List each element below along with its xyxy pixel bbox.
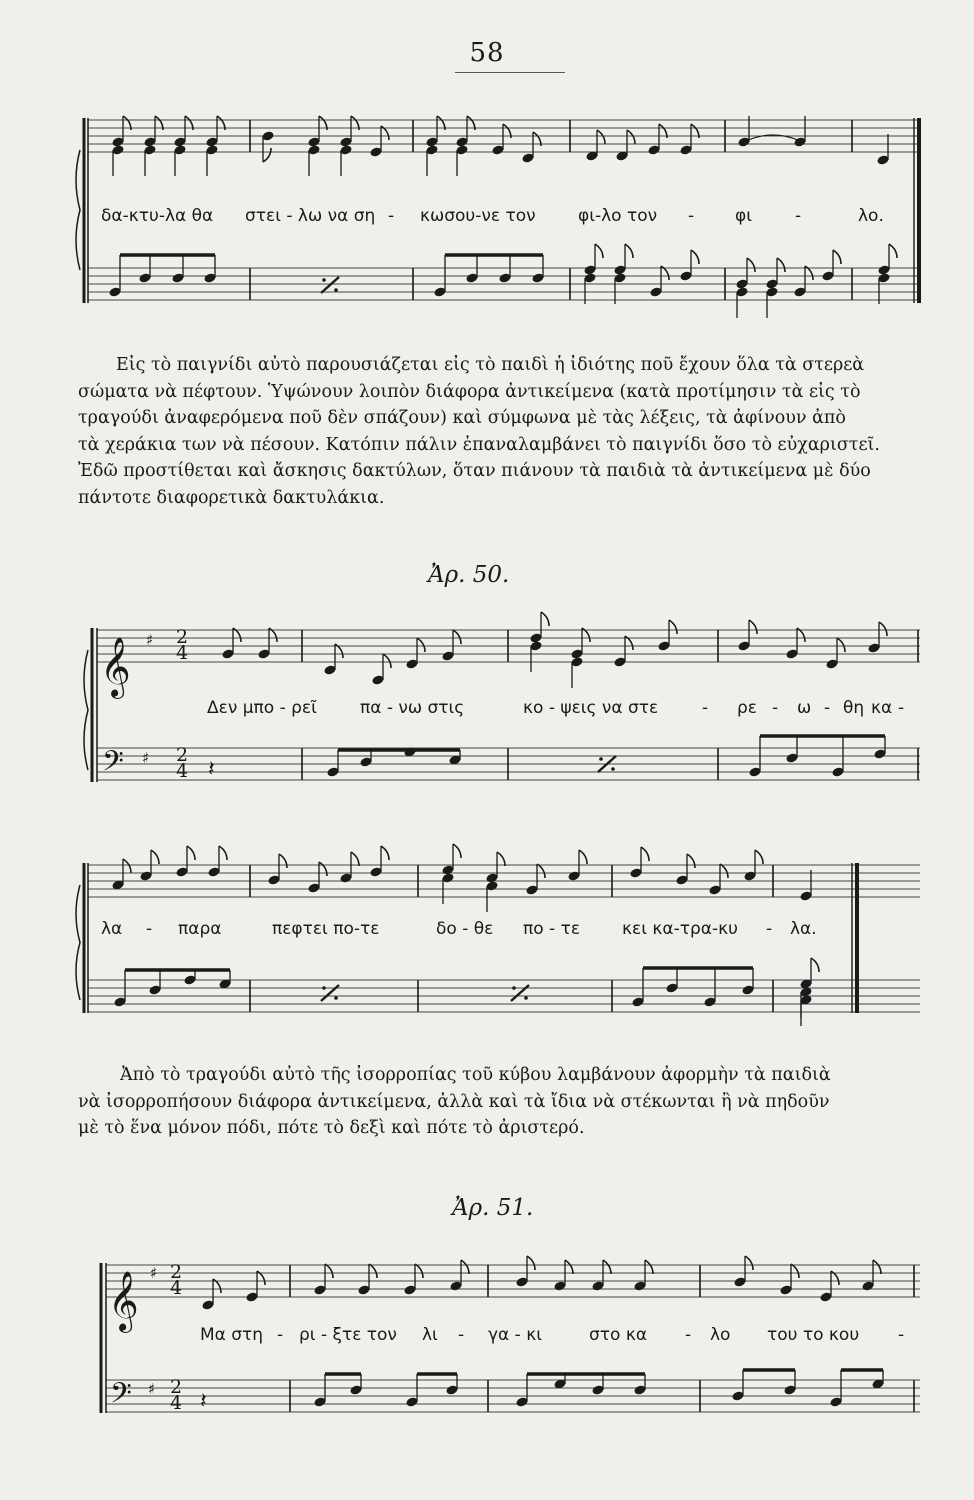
repeat-dot (512, 986, 516, 990)
treble-clef-icon: 𝄞 (100, 637, 131, 697)
time-signature-top: 2 (176, 626, 189, 648)
note-flag (565, 1260, 573, 1274)
note-flag (497, 852, 505, 866)
note-flag (417, 638, 425, 652)
repeat-dot (334, 288, 338, 292)
lyric-syllable: θη (843, 698, 865, 718)
note-flag (603, 1260, 611, 1274)
note-flag (811, 958, 819, 972)
lyric-syllable: - (685, 1325, 692, 1345)
note-flag (597, 130, 605, 144)
lyric-syllable: λο (710, 1325, 731, 1345)
note-flag (537, 864, 545, 878)
repeat-dot (322, 278, 326, 282)
repeat-dot (334, 996, 338, 1000)
paragraph-line: μὲ τὸ ἕνα μόνον πόδι, πότε τὸ δεξὶ καὶ πότε τὸ ἀριστερό. (78, 1118, 585, 1138)
note-flag (889, 244, 897, 258)
note-flag (381, 846, 389, 860)
note-flag (453, 844, 461, 858)
lyric-syllable: παρα (178, 919, 222, 939)
note-flag (747, 258, 755, 272)
note-flag (879, 622, 887, 636)
lyric-syllable: λα. (790, 919, 817, 939)
note-flag (791, 1264, 799, 1278)
paragraph-line: Ἐδῶ προστίθεται καὶ ἄσκησις δακτύλων, ὅταν πιάνουν τὰ παιδιὰ τὰ ἀντικείμενα μὲ δύο (78, 461, 871, 481)
lyric-syllable: φι (735, 206, 752, 226)
time-signature-bottom: 4 (176, 760, 189, 782)
note-flag (579, 850, 587, 864)
repeat-dot (599, 757, 603, 761)
time-signature-top: 2 (176, 744, 189, 766)
lyric-syllable: - (898, 1325, 905, 1345)
lyric-syllable: ρι - ξτε τον (299, 1325, 397, 1345)
lyric-syllable: στο κα (589, 1325, 648, 1345)
lyric-syllable: Μα στη (200, 1325, 264, 1345)
system-brace (76, 885, 80, 1000)
song-50-heading: Ἀρ. 50. (428, 562, 510, 588)
staff-treble (106, 1265, 920, 1297)
lyric-syllable: δο - θε (436, 919, 494, 939)
note-flag (123, 859, 131, 873)
lyric-syllable: - (772, 698, 779, 718)
note-flag (369, 1264, 377, 1278)
lyric-syllable: λο. (858, 206, 884, 226)
lyric-syllable: λα (101, 919, 123, 939)
lyric-syllable: κωσου-νε τον (420, 206, 536, 226)
song-51-heading: Ἀρ. 51. (452, 1195, 534, 1221)
note-flag (691, 250, 699, 264)
note-flag (351, 852, 359, 866)
lyric-syllable: - (824, 698, 831, 718)
note-flag (720, 864, 728, 878)
time-signature-bottom: 4 (170, 1392, 183, 1414)
bass-clef-icon: 𝄢 (110, 1377, 132, 1417)
note-flag (755, 850, 763, 864)
note-flag (833, 250, 841, 264)
lyric-syllable: κο - ψεις να στε (523, 698, 659, 718)
note-flag (187, 846, 195, 860)
lyric-syllable: Δεν μπο - ρεῖ (207, 698, 317, 718)
note-flag (745, 1256, 753, 1270)
staff-bass (88, 268, 920, 300)
staff-bass (88, 980, 920, 1012)
lyric-syllable: πο - τε (523, 919, 581, 939)
lyric-syllable: γα - κι (488, 1325, 542, 1345)
paragraph-balance (78, 1062, 926, 1142)
quarter-rest-icon: 𝄽 (208, 757, 215, 782)
paragraph-line: τὰ χεράκια των νὰ πέσουν. Κατόπιν πάλιν ἐπαναλαμβάνει τὸ παιγνίδι ὅσο τὸ εὐχαριστεῖ. (78, 434, 880, 455)
lyric-syllable: - (702, 698, 709, 718)
lyric-syllable: - (388, 206, 395, 226)
lyric-syllable: ω (797, 698, 812, 718)
paragraph-line: πάντοτε διαφορετικὰ δακτυλάκια. (78, 487, 385, 508)
lyric-syllable: - (688, 206, 695, 226)
note-flag (263, 148, 271, 162)
note-flag (415, 1264, 423, 1278)
note-flag (325, 1264, 333, 1278)
repeat-dot (524, 996, 528, 1000)
lyric-syllable: - (766, 919, 773, 939)
note-flag (625, 244, 633, 258)
note-flag (873, 1260, 881, 1274)
lyric-syllable: πα - νω στις (360, 698, 465, 718)
note-flag (641, 847, 649, 861)
lyric-syllable: - (458, 1325, 465, 1345)
note-flag (777, 258, 785, 272)
note-flag (595, 244, 603, 258)
sharp-icon: ♯ (146, 631, 154, 649)
note-flag (687, 854, 695, 868)
note-flag (645, 1260, 653, 1274)
note-flag (151, 850, 159, 864)
lyric-syllable: - (898, 698, 905, 718)
time-signature-top: 2 (170, 1376, 183, 1398)
repeat-dot (611, 767, 615, 771)
lyric-syllable: - (795, 206, 802, 226)
time-signature-top: 2 (170, 1261, 183, 1283)
sharp-icon: ♯ (148, 1380, 156, 1398)
lyric-syllable: φι-λο τον (578, 206, 658, 226)
note-flag (527, 1256, 535, 1270)
page-number: 58 (469, 38, 505, 68)
paragraph-falling-objects (78, 352, 926, 511)
lyric-syllable: δα-κτυ-λα θα (101, 206, 214, 226)
note-flag (669, 620, 677, 634)
repeat-dot (322, 986, 326, 990)
lyric-syllable: πεφτει πο-τε (272, 919, 380, 939)
paragraph-line: Ἀπὸ τὸ τραγούδι αὐτὸ τῆς ἰσορροπίας τοῦ κύβου λαμβάνουν ἀφορμὴν τὰ παιδιὰ (120, 1065, 831, 1085)
lyric-syllable: του το κου (767, 1325, 860, 1345)
sharp-icon: ♯ (142, 749, 150, 767)
note-flag (279, 854, 287, 868)
quarter-rest-icon: 𝄽 (200, 1389, 207, 1414)
note-flag (219, 846, 227, 860)
system-brace (84, 650, 88, 770)
lyric-syllable: - (277, 1325, 284, 1345)
lyric-syllable: κα (871, 698, 893, 718)
note-flag (453, 630, 461, 644)
lyric-syllable: στει - λω να ση (245, 206, 376, 226)
note-flag (541, 612, 549, 626)
lyric-syllable: - (146, 919, 153, 939)
sharp-icon: ♯ (150, 1264, 158, 1282)
lyric-syllable: κει κα-τρα-κυ (622, 919, 738, 939)
staff-bass (106, 1380, 920, 1412)
note-flag (383, 654, 391, 668)
paragraph-line: Εἰς τὸ παιγνίδι αὐτὸ παρουσιάζεται εἰς τὸ παιδὶ ἡ ἰδιότης ποῦ ἔχουν ὅλα τὰ στερεὰ (116, 355, 865, 375)
bass-clef-icon: 𝄢 (102, 745, 124, 785)
paragraph-line: σώματα νὰ πέφτουν. Ὑψώνουν λοιπὸν διάφορα ἀντικείμενα (κατὰ προτίμησιν τὰ εἰς τὸ (78, 381, 861, 402)
time-signature-bottom: 4 (176, 642, 189, 664)
treble-clef-icon: 𝄞 (108, 1271, 139, 1331)
paragraph-line: νὰ ἰσορροπήσουν διάφορα ἀντικείμενα, ἀλλὰ καὶ τὰ ἴδια νὰ στέκωνται ἢ νὰ πηδοῦν (78, 1091, 830, 1112)
note-flag (461, 1260, 469, 1274)
time-signature-bottom: 4 (170, 1277, 183, 1299)
note-flag (749, 620, 757, 634)
paragraph-line: τραγούδι ἀναφερόμενα ποῦ δὲν σπάζουν) καὶ σύμφωνα μὲ τὰς λέξεις, τὰ ἀφίνουν ἀπὸ (78, 408, 846, 428)
note-flag (627, 130, 635, 144)
note-flag (837, 638, 845, 652)
system-brace (76, 150, 80, 270)
lyric-syllable: ρε (737, 698, 757, 718)
lyric-syllable: λι (422, 1325, 438, 1345)
note-flag (319, 862, 327, 876)
